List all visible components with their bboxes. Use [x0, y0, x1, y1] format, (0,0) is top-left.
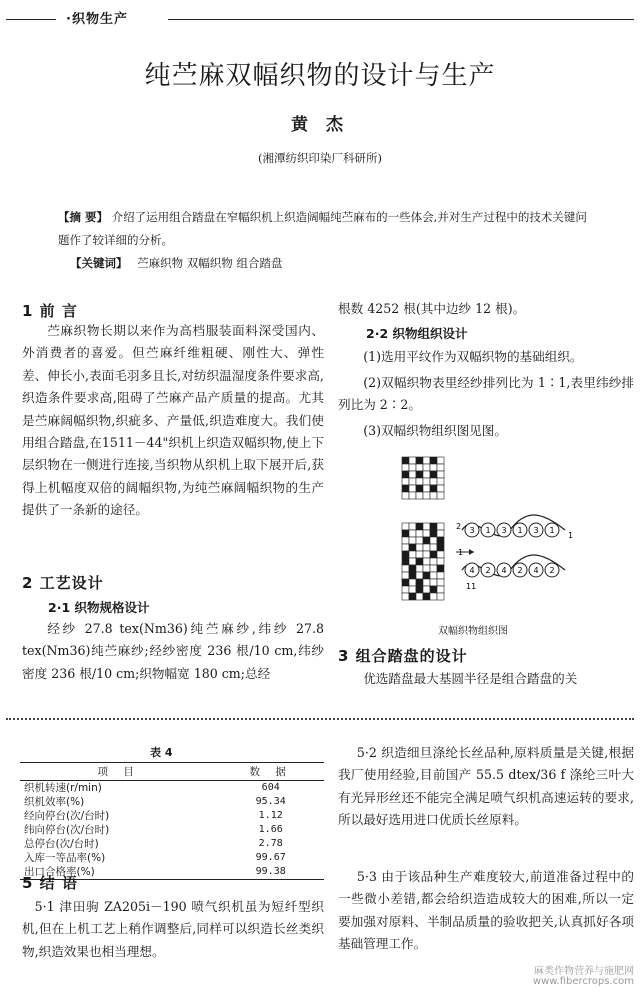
affiliation: (湘潭纺织印染厂科研所): [258, 151, 382, 165]
yarn-number: 2: [517, 566, 523, 575]
weave-cell: [409, 579, 416, 586]
weave-cell: [423, 544, 430, 551]
weave-cell: [437, 544, 444, 551]
table4-cell-item: 总停台(次/台时): [24, 838, 99, 850]
weave-cell: [402, 530, 409, 537]
weave-cell: [430, 457, 437, 464]
weave-cell: [423, 586, 430, 593]
weave-cell: [402, 565, 409, 572]
weave-cell: [409, 457, 416, 464]
weave-cell: [409, 530, 416, 537]
sec2-1-heading: 2·1 织物规格设计: [48, 600, 150, 615]
yarn-number: 3: [501, 526, 507, 535]
sec5-3-body: 5·3 由于该品种生产难度较大,前道准备过程中的一些微小差错,都会给织造造成较大的困难,所以一定要加强对原料、半制品质量的验收把关,认真抓好各项基础管理工作。: [338, 869, 634, 952]
table4-row: [20, 837, 324, 851]
table4-row: [20, 781, 324, 796]
paper-title: 纯苎麻双幅织物的设计与生产: [144, 61, 496, 91]
weave-cell: [437, 537, 444, 544]
yarn-number: 4: [501, 566, 507, 575]
weave-cell: [423, 579, 430, 586]
weave-cell: [402, 485, 409, 492]
table4-cell-value: 604: [261, 782, 280, 793]
sec3-body: 优选踏盘最大基圆半径是组合踏盘的关: [363, 671, 578, 686]
weave-cell: [409, 551, 416, 558]
weave-cell: [430, 586, 437, 593]
table4-cell-item: 入库一等品率(%): [24, 852, 106, 864]
yarn-number: 3: [533, 526, 539, 535]
weave-cell: [430, 579, 437, 586]
weave-cell: [430, 523, 437, 530]
weave-cell: [430, 551, 437, 558]
weave-diagram: [400, 455, 580, 610]
weave-cell: [430, 558, 437, 565]
weave-grid-double: [402, 523, 444, 600]
table4-header-item: 项 目: [20, 763, 217, 781]
weave-cell: [409, 523, 416, 530]
weave-cell: [416, 579, 423, 586]
weave-cell: [402, 523, 409, 530]
weave-cell: [402, 464, 409, 471]
weave-cell: [402, 586, 409, 593]
weave-cell: [402, 478, 409, 485]
weave-cell: [416, 572, 423, 579]
fig-label-a: 1: [458, 548, 464, 557]
weave-cell: [437, 478, 444, 485]
weave-cell: [409, 478, 416, 485]
watermark-line1: 麻类作物营养与施肥网: [534, 966, 634, 977]
weave-cell: [437, 572, 444, 579]
weave-cell: [430, 478, 437, 485]
weave-cell: [423, 530, 430, 537]
weave-cell: [437, 565, 444, 572]
abstract-text: 介绍了运用组合踏盘在窄幅织机上织造阔幅纯苎麻布的一些体会,并对生产过程中的技术关键问题作了较详细的分析。: [58, 210, 587, 247]
table4-row: [20, 809, 324, 823]
sec2-heading: 2 工艺设计: [22, 574, 104, 592]
weave-cell: [416, 478, 423, 485]
weave-cell: [416, 537, 423, 544]
table4: [20, 762, 324, 880]
fig-label-d: 11: [466, 582, 477, 591]
weave-cell: [409, 593, 416, 600]
yarn-number: 2: [549, 566, 555, 575]
table4-caption: 表 4: [150, 746, 173, 759]
yarn-number: 4: [533, 566, 539, 575]
table4-cell-value: 99.38: [217, 865, 324, 880]
weave-cell: [437, 457, 444, 464]
weave-cell: [416, 485, 423, 492]
table4-cell-value: 1.66: [258, 824, 283, 835]
weave-cell: [416, 551, 423, 558]
sec5-1-body: 5·1 津田驹 ZA205i－190 喷气织机虽为短纤型织机,但在上机工艺上稍作调整后,同样可以织造长丝类织物,织造效果也相当理想。: [22, 899, 324, 959]
weave-cell: [423, 464, 430, 471]
weave-cell: [430, 530, 437, 537]
weave-cell: [437, 558, 444, 565]
weave-cell: [430, 471, 437, 478]
weave-cell: [409, 544, 416, 551]
weave-cell: [409, 572, 416, 579]
sec3-heading: 3 组合踏盘的设计: [338, 647, 468, 665]
weave-cell: [402, 471, 409, 478]
table4-row: [20, 823, 324, 837]
weave-cell: [437, 593, 444, 600]
header-rule-right: [168, 19, 634, 20]
sec2-cont: 根数 4252 根(其中边纱 12 根)。: [338, 301, 526, 316]
weave-cell: [402, 544, 409, 551]
page-break-rule: [6, 718, 634, 720]
sec1-body: 苎麻织物长期以来作为高档服装面料深受国内、外消费者的喜爱。但苎麻纤维粗硬、刚性大、弹性差、伸长小,表面毛羽多且长,对纺织温湿度条件要求高,织造条件要求高,阻碍了苎麻产品产质量的提高。尤其是苎麻阔幅织物,织疵多、产量低,织造难度大。我们使用组合踏盘,在1511－44"织机上织造双幅织物,使上下层织物在一侧进行连接,当织物从织机上取下展开后,获得上机幅度双倍的阔幅织物,为纯苎麻阔幅织物的生产提供了一条新的途径。: [22, 323, 324, 518]
weave-cell: [409, 558, 416, 565]
abstract: [58, 206, 598, 252]
table4-row: [20, 851, 324, 865]
weave-cell: [437, 523, 444, 530]
weave-cell: [423, 558, 430, 565]
yarn-number: 4: [469, 566, 475, 575]
weave-cell: [409, 471, 416, 478]
figure-caption: 双幅织物组织图: [438, 626, 508, 637]
author: 黄 杰: [291, 115, 349, 135]
weave-cell: [437, 485, 444, 492]
weave-cell: [430, 492, 437, 499]
weave-cell: [416, 471, 423, 478]
weave-cell: [423, 485, 430, 492]
weave-cell: [402, 558, 409, 565]
weave-cell: [416, 558, 423, 565]
weave-cell: [402, 593, 409, 600]
weave-cell: [437, 551, 444, 558]
weave-cell: [437, 530, 444, 537]
section-tag: ·织物生产: [66, 12, 128, 27]
keywords-label: 【关键词】: [70, 256, 128, 270]
weave-cell: [416, 523, 423, 530]
fig-label-c: 1: [568, 531, 574, 540]
weave-cell: [437, 492, 444, 499]
table4-cell-item: 经向停台(次/台时): [24, 810, 110, 822]
sec2-1-body: 经纱 27.8 tex(Nm36)纯苎麻纱,纬纱 27.8 tex(Nm36)纯苎麻纱;经纱密度 236 根/10 cm,纬纱密度 236 根/10 cm;织物幅宽 180 cm;总经: [22, 621, 324, 681]
yarn-number: 2: [485, 566, 491, 575]
weave-cell: [409, 485, 416, 492]
weave-cell: [416, 593, 423, 600]
table4-cell-item: 织机效率(%): [24, 796, 85, 808]
weave-cell: [409, 492, 416, 499]
sec2-2-item-3: (3)双幅织物组织图见图。: [363, 423, 507, 438]
yarn-number: 1: [485, 526, 491, 535]
weave-cell: [423, 471, 430, 478]
weave-cell: [423, 478, 430, 485]
table4-cell-value: 99.67: [255, 852, 286, 863]
abstract-label: 【摘 要】: [58, 210, 109, 224]
weave-cell: [437, 464, 444, 471]
table4-cell-item: 纬向停台(次/台时): [24, 824, 110, 836]
weave-cell: [402, 537, 409, 544]
weave-cell: [409, 565, 416, 572]
weave-cell: [430, 464, 437, 471]
weave-cell: [409, 537, 416, 544]
table4-row: [20, 795, 324, 809]
weave-cell: [423, 537, 430, 544]
weave-cell: [416, 586, 423, 593]
sec5-2-body: 5·2 织造细旦涤纶长丝品种,原料质量是关键,根据我厂使用经验,目前国产 55.5 dtex/36 f 涤纶三叶大有光异形丝还不能完全满足喷气织机高速运转的要求,所以最好选用进口优质长丝原料。: [338, 745, 634, 828]
weave-cell: [430, 593, 437, 600]
weave-cell: [430, 565, 437, 572]
weave-cell: [423, 593, 430, 600]
weave-grid-plain: [402, 457, 444, 499]
sec2-2-item-2: (2)双幅织物表里经纱排列比为 1∶1,表里纬纱排列比为 2∶2。: [338, 375, 634, 413]
weave-cell: [416, 565, 423, 572]
weave-cell: [423, 492, 430, 499]
weave-cell: [402, 492, 409, 499]
weave-cell: [423, 572, 430, 579]
keywords-text: 苎麻织物 双幅织物 组合踏盘: [137, 256, 283, 270]
weave-cell: [423, 523, 430, 530]
weave-cell: [416, 492, 423, 499]
yarn-number: 3: [469, 526, 475, 535]
sec2-2-item-1: (1)选用平纹作为双幅织物的基础组织。: [363, 349, 583, 364]
weave-cell: [416, 464, 423, 471]
weave-cell: [437, 471, 444, 478]
table4-cell-value: 95.34: [255, 796, 286, 807]
weave-cell: [430, 485, 437, 492]
weave-cell: [409, 464, 416, 471]
weave-cell: [402, 551, 409, 558]
weave-cell: [416, 530, 423, 537]
sec1-heading: 1 前 言: [22, 302, 78, 320]
yarn-number: 1: [549, 526, 555, 535]
weave-cell: [430, 537, 437, 544]
table4-cell-value: 1.12: [258, 810, 283, 821]
table4-header-data: 数 据: [217, 763, 324, 781]
watermark-line2: www.fibercrops.com: [532, 976, 634, 987]
weave-cell: [430, 544, 437, 551]
yarn-number: 1: [517, 526, 523, 535]
weave-cell: [423, 565, 430, 572]
weave-cell: [416, 457, 423, 464]
weave-cell: [437, 586, 444, 593]
header-rule-left: [6, 19, 56, 20]
weave-cell: [430, 572, 437, 579]
weave-cell: [409, 586, 416, 593]
table4-cell-value: 2.78: [258, 838, 283, 849]
weave-cell: [402, 579, 409, 586]
keywords: [70, 255, 282, 271]
weave-cell: [423, 551, 430, 558]
sec2-2-heading: 2·2 织物组织设计: [366, 326, 468, 341]
weave-cell: [402, 457, 409, 464]
fig-label-b: 2: [456, 522, 462, 531]
weave-cell: [416, 544, 423, 551]
weave-cell: [402, 572, 409, 579]
cross-section-diagram: [456, 515, 573, 591]
weave-cell: [423, 457, 430, 464]
weave-cell: [437, 579, 444, 586]
sec5-heading: 5 结 语: [22, 874, 78, 892]
table4-cell-item: 织机转速(r/min): [24, 782, 102, 794]
table4-cell-item: 出口合格率(%): [20, 865, 217, 880]
